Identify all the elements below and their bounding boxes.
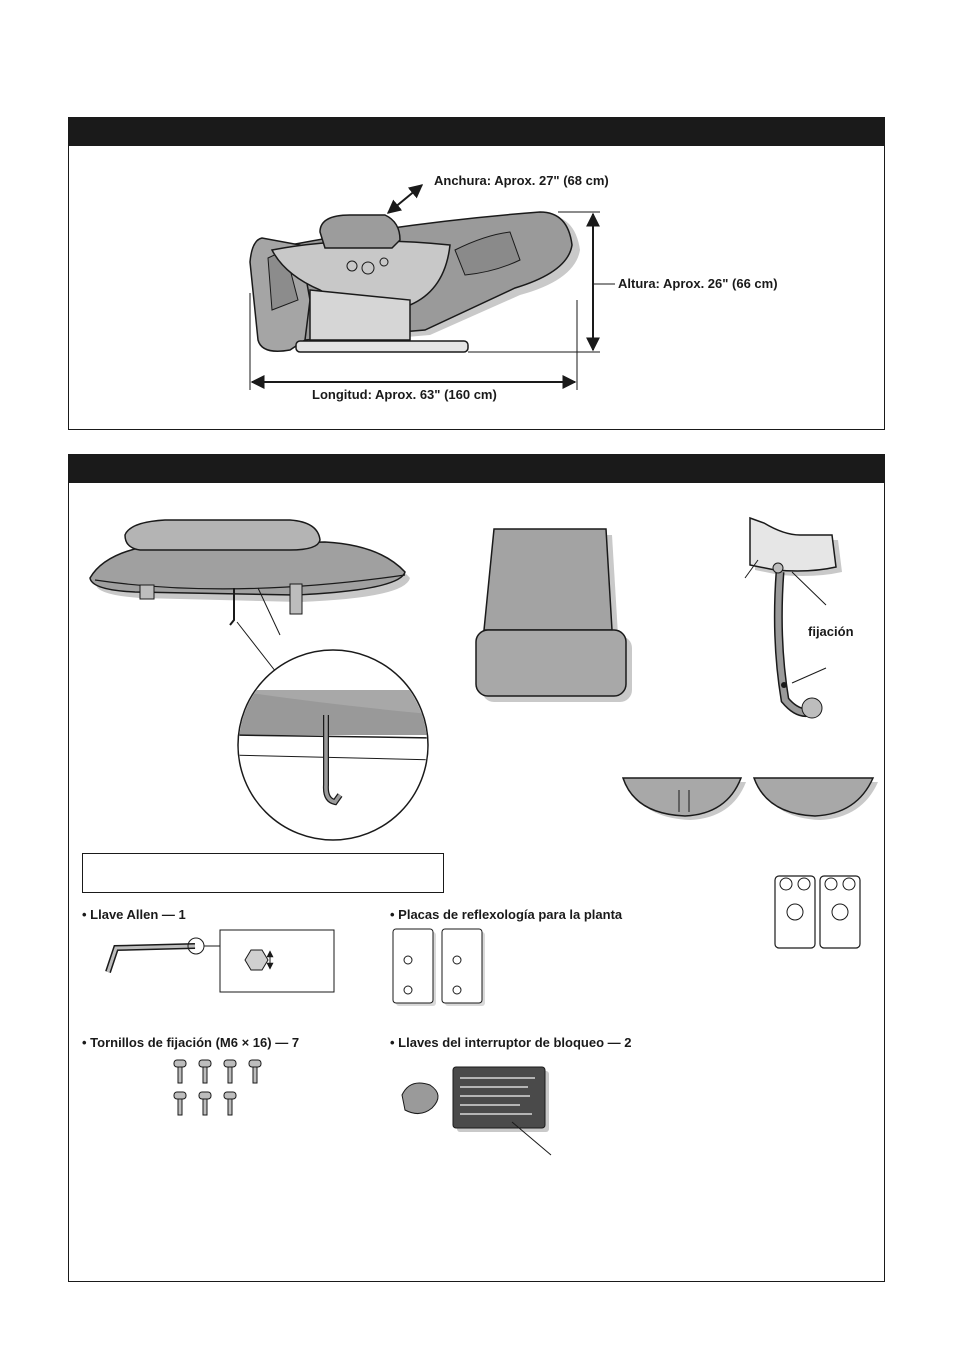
- seat-cushion-illustration: [476, 529, 632, 702]
- allen-key-icon: [108, 930, 334, 992]
- fixing-screws-label: • Tornillos de fijación (M6 × 16) — 7: [82, 1035, 300, 1050]
- allen-key-label: • Llave Allen — 1: [82, 907, 186, 922]
- reflexology-plates-label: • Placas de reflexología para la planta: [390, 907, 623, 922]
- note-box: [82, 853, 444, 893]
- fixing-label: fijación: [808, 624, 854, 639]
- lock-keys-label: • Llaves del interruptor de bloqueo — 2: [390, 1035, 632, 1050]
- shoulder-plates-illustration: [775, 876, 860, 948]
- width-label: Anchura: Aprox. 27" (68 cm): [434, 173, 609, 188]
- length-label: Longitud: Aprox. 63" (160 cm): [312, 387, 497, 402]
- fixing-screws-icon: [174, 1060, 261, 1115]
- side-covers-illustration: [623, 778, 878, 820]
- shoulder-arm-illustration: [745, 518, 842, 718]
- massage-chair-illustration: [250, 212, 580, 352]
- detail-magnifier: [230, 650, 440, 840]
- reflexology-plates-icon: [393, 929, 485, 1006]
- backrest-part-illustration: [90, 520, 410, 672]
- height-label: Altura: Aprox. 26" (66 cm): [618, 276, 778, 291]
- lock-keys-icon: [402, 1067, 551, 1155]
